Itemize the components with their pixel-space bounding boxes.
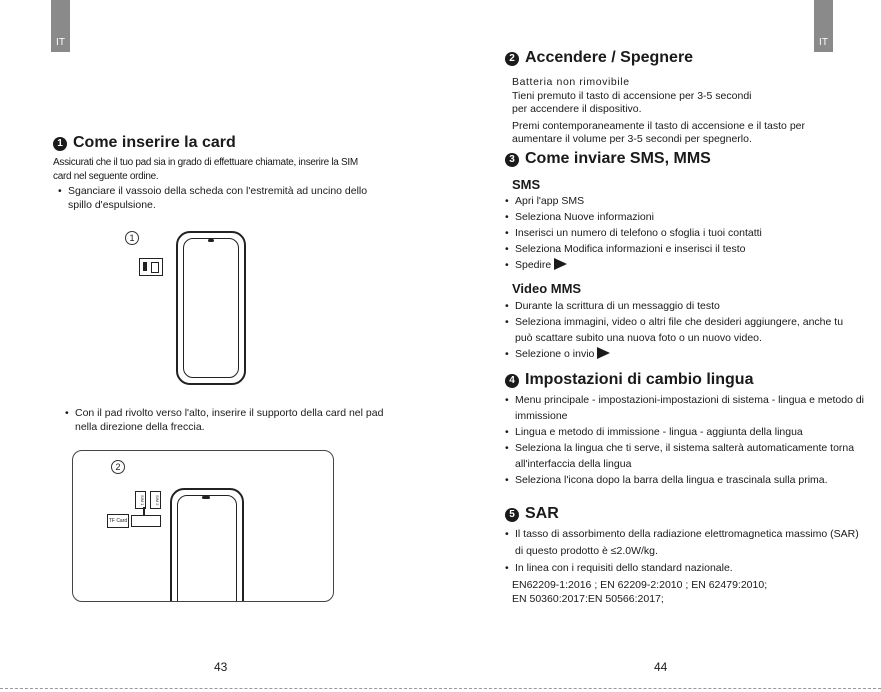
section-number-badge: 5 (505, 508, 519, 522)
step-1-text: • Sganciare il vassoio della scheda con l'estremità ad uncino dello spillo d'espulsione. (58, 184, 378, 212)
send-arrow-icon (597, 347, 610, 359)
sim-tray-icon (139, 258, 163, 276)
mms-steps (505, 298, 865, 362)
mms-subheading: Video MMS (512, 281, 582, 296)
phone-illustration-1 (176, 231, 246, 385)
right-page (441, 0, 881, 692)
list-item: • Seleziona Modifica informazioni e inserisci il testo (505, 241, 865, 257)
bottom-dashed-rule (0, 688, 881, 689)
list-item: • In linea con i requisiti dello standard nazionale. (505, 560, 865, 577)
section-3-heading: 3 Come inviare SMS, MMS (505, 150, 711, 168)
phone-illustration-2 (170, 488, 244, 602)
list-item: • Apri l'app SMS (505, 193, 865, 209)
page-number: 44 (654, 660, 668, 674)
list-item: • Seleziona immagini, video o altri file che desideri aggiungere, anche tu può scattare subito una nuova foto o un nuovo video. (505, 314, 865, 346)
section-number-badge: 1 (53, 137, 67, 151)
list-item: • Lingua e metodo di immissione - lingua - aggiunta della lingua (505, 424, 865, 440)
left-page (0, 0, 440, 692)
sms-steps (505, 193, 865, 273)
list-item: • Il tasso di assorbimento della radiazione elettromagnetica massimo (SAR) di questo prodotto è ≤2.0W/kg. (505, 526, 865, 560)
figure-2-label: 2 (111, 460, 125, 474)
sim2-card-icon: SIM 2 (150, 491, 161, 509)
figure-1-label: 1 (125, 231, 139, 245)
section-1-heading: 1 Come inserire la card (53, 134, 236, 152)
section-2-heading: 2 Accendere / Spegnere (505, 49, 693, 67)
section-number-badge: 3 (505, 153, 519, 167)
list-item: • Seleziona Nuove informazioni (505, 209, 865, 225)
step-2-text: • Con il pad rivolto verso l'alto, inserire il supporto della card nel pad nella direzione della freccia. (65, 406, 385, 434)
list-item: • Menu principale - impostazioni-impostazioni di sistema - lingua e metodo di immissione (505, 392, 865, 424)
language-steps (505, 392, 865, 488)
sar-standards: EN62209-1:2016 ; EN 62209-2:2010 ; EN 62479:2010; EN 50360:2017:EN 50566:2017; (512, 579, 768, 605)
section-4-heading: 4 Impostazioni di cambio lingua (505, 371, 753, 389)
card-tray-icon (131, 515, 161, 527)
sar-list (505, 526, 865, 577)
sms-subheading: SMS (512, 177, 541, 192)
section-5-heading: 5 SAR (505, 505, 559, 523)
sim1-card-icon: SIM 1 (135, 491, 146, 509)
list-item: • Selezione o invio (505, 346, 865, 362)
intro-text: Assicurati che il tuo pad sia in grado di effettuare chiamate, inserire la SIM card nel seguente ordine. (53, 157, 358, 182)
step-2-list (65, 406, 385, 434)
send-arrow-icon (554, 258, 567, 270)
step-1-list (58, 184, 378, 212)
insert-arrow-icon (143, 507, 145, 515)
language-tab: IT (814, 0, 833, 52)
language-tab: IT (51, 0, 70, 52)
list-item: • Inserisci un numero di telefono o sfoglia i tuoi contatti (505, 225, 865, 241)
page-number: 43 (214, 660, 228, 674)
list-item: • Seleziona la lingua che ti serve, il sistema salterà automaticamente torna all'interfaccia della lingua (505, 440, 865, 472)
list-item: • Spedire (505, 257, 865, 273)
section-number-badge: 2 (505, 52, 519, 66)
figure-2-frame (72, 450, 334, 602)
power-instructions: Batteria non rimovibile Tieni premuto il tasto di accensione per 3-5 secondi per accendere il dispositivo. Premi contemporaneamente il tasto di accensione e il tasto per aumentare il volume per 3-5 secondi per spegnerlo. (512, 76, 805, 145)
section-number-badge: 4 (505, 374, 519, 388)
list-item: • Seleziona l'icona dopo la barra della lingua e trascinala sulla prima. (505, 472, 865, 488)
tf-card-icon: TF Card (107, 514, 129, 528)
list-item: • Durante la scrittura di un messaggio di testo (505, 298, 865, 314)
